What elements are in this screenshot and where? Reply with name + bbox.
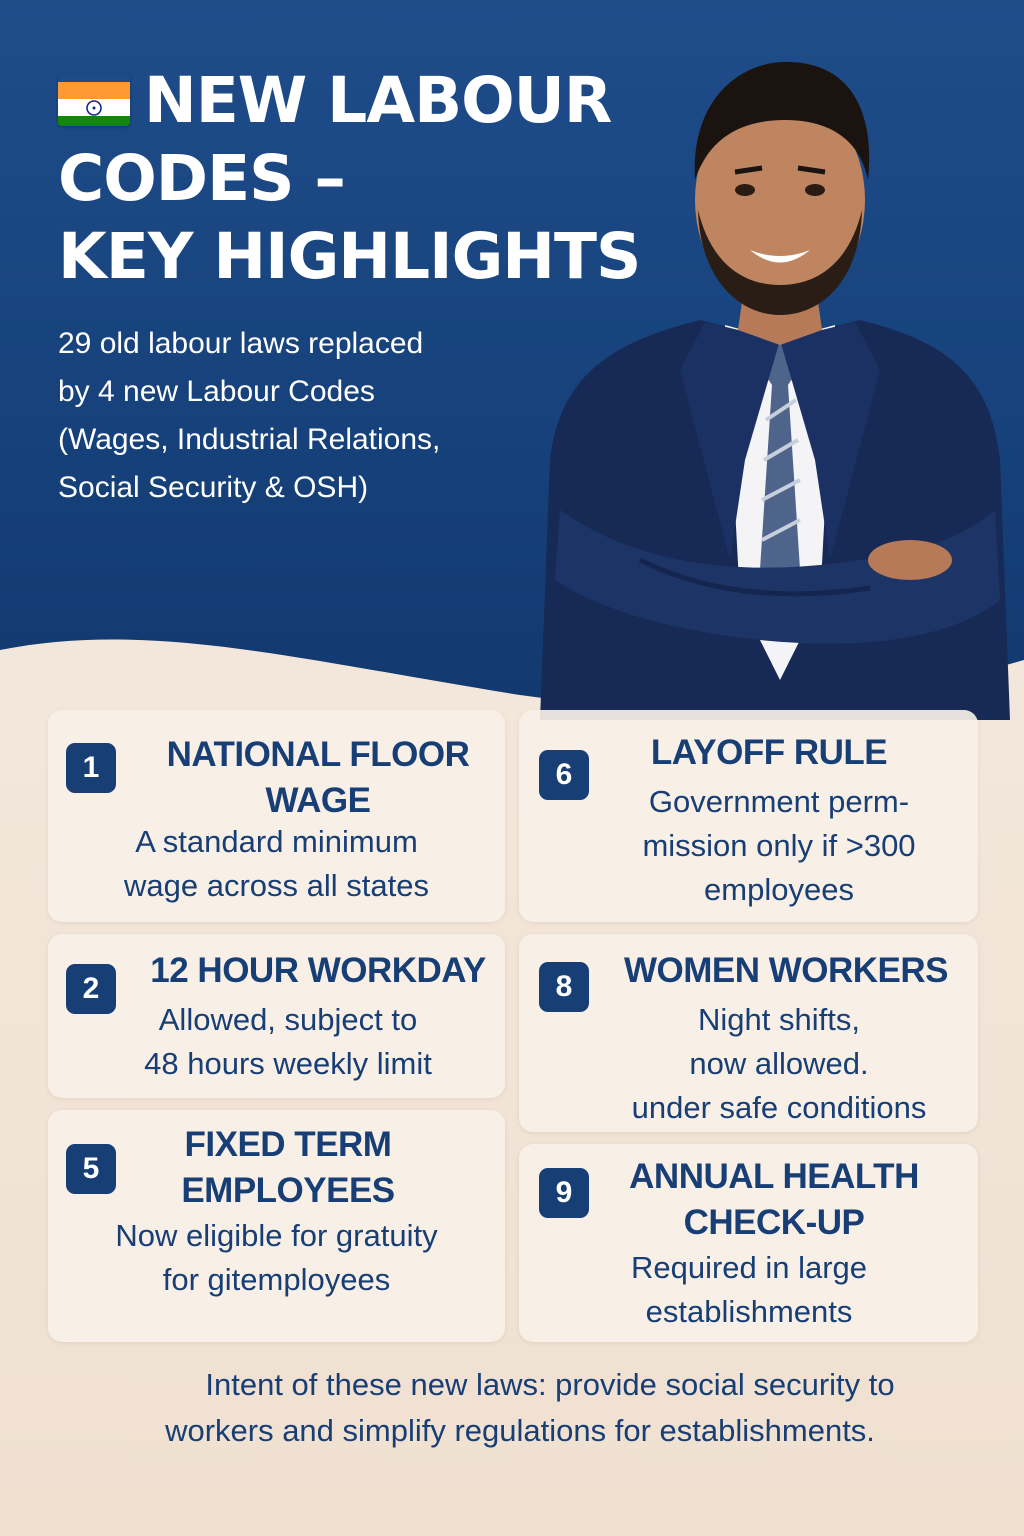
subtitle-line: Social Security & OSH)	[58, 471, 369, 504]
number-badge: 2	[66, 964, 116, 1014]
subtitle	[58, 320, 558, 512]
subtitle-line: (Wages, Industrial Relations,	[58, 423, 441, 456]
title-line-1: NEW LABOUR	[58, 62, 678, 140]
footer-line: workers and simplify regulations for establishments.	[165, 1413, 875, 1448]
card-title: WOMEN WORKERS	[623, 951, 949, 990]
number-badge: 8	[539, 962, 589, 1012]
title-line-2: CODES –	[58, 142, 345, 215]
number-badge: 1	[66, 743, 116, 793]
number-badge: 6	[539, 750, 589, 800]
card-description: Allowed, subject to 48 hours weekly limit	[144, 1002, 432, 1081]
card-description: Government perm- mission only if >300 employees	[642, 784, 916, 907]
number-badge: 5	[66, 1144, 116, 1194]
highlight-card-annual-health-check-up	[519, 1144, 978, 1342]
highlight-card-layoff-rule	[519, 710, 978, 922]
highlight-card-national-floor-wage	[48, 710, 505, 922]
businessman-photo	[530, 40, 1024, 720]
card-description: Night shifts, now allowed. under safe conditions	[631, 1002, 927, 1125]
card-title: 12 HOUR WORKDAY	[150, 951, 486, 990]
highlight-card-fixed-term-employees	[48, 1110, 505, 1342]
subtitle-line: 29 old labour laws replaced	[58, 327, 424, 360]
card-title: NATIONAL FLOOR WAGE	[166, 735, 470, 820]
highlight-card-12-hour-workday	[48, 934, 505, 1098]
footer-intent-statement	[60, 1362, 980, 1454]
india-flag-icon	[58, 74, 130, 126]
card-description: Now eligible for gratuity for gitemployees	[115, 1218, 438, 1297]
footer-line: Intent of these new laws: provide social security to	[205, 1367, 895, 1402]
card-description: Required in large establishments	[630, 1250, 868, 1329]
title-line-3: KEY HIGHLIGHTS	[58, 220, 641, 293]
number-badge: 9	[539, 1168, 589, 1218]
card-title: ANNUAL HEALTH CHECK-UP	[629, 1157, 919, 1242]
card-description: A standard minimum wage across all states	[124, 824, 429, 903]
subtitle-line: by 4 new Labour Codes	[58, 375, 375, 408]
card-title: LAYOFF RULE	[650, 733, 888, 772]
highlight-card-women-workers	[519, 934, 978, 1132]
card-title: FIXED TERM EMPLOYEES	[181, 1125, 395, 1210]
